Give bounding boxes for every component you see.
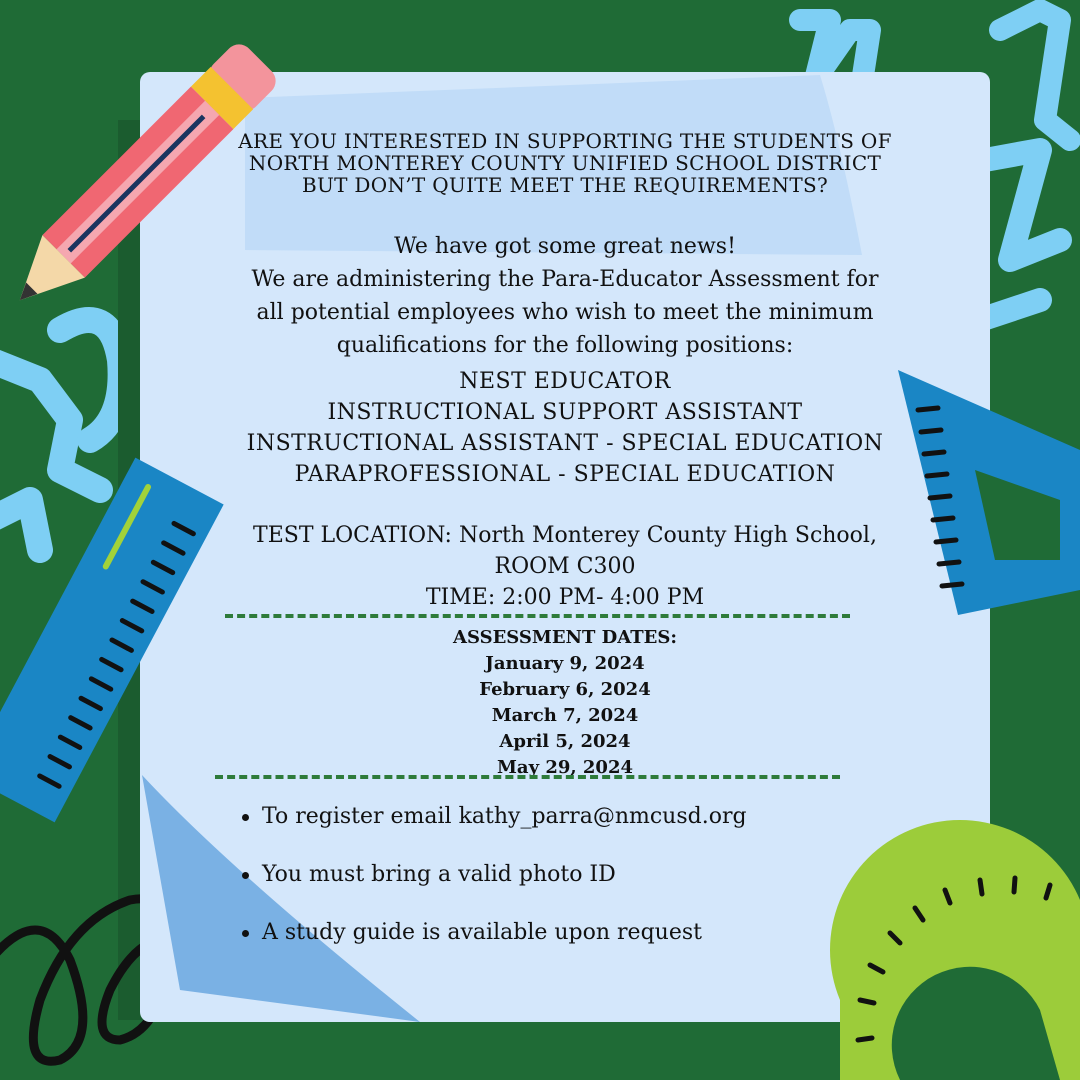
assessment-dates bbox=[140, 625, 990, 781]
note-register-email: To register email kathy_parra@nmcusd.org bbox=[240, 800, 747, 858]
position-item: PARAPROFESSIONAL - SPECIAL EDUCATION bbox=[294, 462, 836, 487]
note-study-guide: A study guide is available upon request bbox=[240, 916, 747, 974]
headline-line: BUT DON’T QUITE MEET THE REQUIREMENTS? bbox=[301, 173, 828, 197]
intro-text bbox=[140, 230, 990, 362]
protractor-illustration bbox=[830, 820, 1080, 1080]
location-line: TEST LOCATION: North Monterey County High School, bbox=[253, 523, 877, 548]
intro-line: all potential employees who wish to meet the minimum bbox=[256, 300, 874, 325]
intro-line: We have got some great news! bbox=[394, 234, 736, 259]
position-item: INSTRUCTIONAL ASSISTANT - SPECIAL EDUCATION bbox=[246, 431, 884, 456]
intro-line: We are administering the Para-Educator Assessment for bbox=[251, 267, 879, 292]
headline-line: NORTH MONTEREY COUNTY UNIFIED SCHOOL DISTRICT bbox=[248, 151, 882, 175]
date-item: May 29, 2024 bbox=[497, 757, 633, 778]
note-photo-id: You must bring a valid photo ID bbox=[240, 858, 747, 916]
location-time: TIME: 2:00 PM- 4:00 PM bbox=[425, 585, 705, 610]
date-item: February 6, 2024 bbox=[479, 679, 651, 700]
positions-list bbox=[140, 366, 990, 490]
notes-list bbox=[240, 800, 747, 974]
dates-heading: ASSESSMENT DATES: bbox=[453, 627, 677, 648]
position-item: NEST EDUCATOR bbox=[459, 369, 671, 394]
divider-bottom bbox=[215, 775, 840, 779]
test-location bbox=[140, 520, 990, 613]
position-item: INSTRUCTIONAL SUPPORT ASSISTANT bbox=[327, 400, 803, 425]
intro-line: qualifications for the following positions: bbox=[336, 333, 794, 358]
location-room: ROOM C300 bbox=[494, 554, 636, 579]
date-item: March 7, 2024 bbox=[491, 705, 639, 726]
date-item: April 5, 2024 bbox=[499, 731, 631, 752]
date-item: January 9, 2024 bbox=[485, 653, 645, 674]
headline bbox=[140, 130, 990, 196]
divider-top bbox=[225, 614, 850, 618]
headline-line: ARE YOU INTERESTED IN SUPPORTING THE STUDENTS OF bbox=[238, 129, 892, 153]
